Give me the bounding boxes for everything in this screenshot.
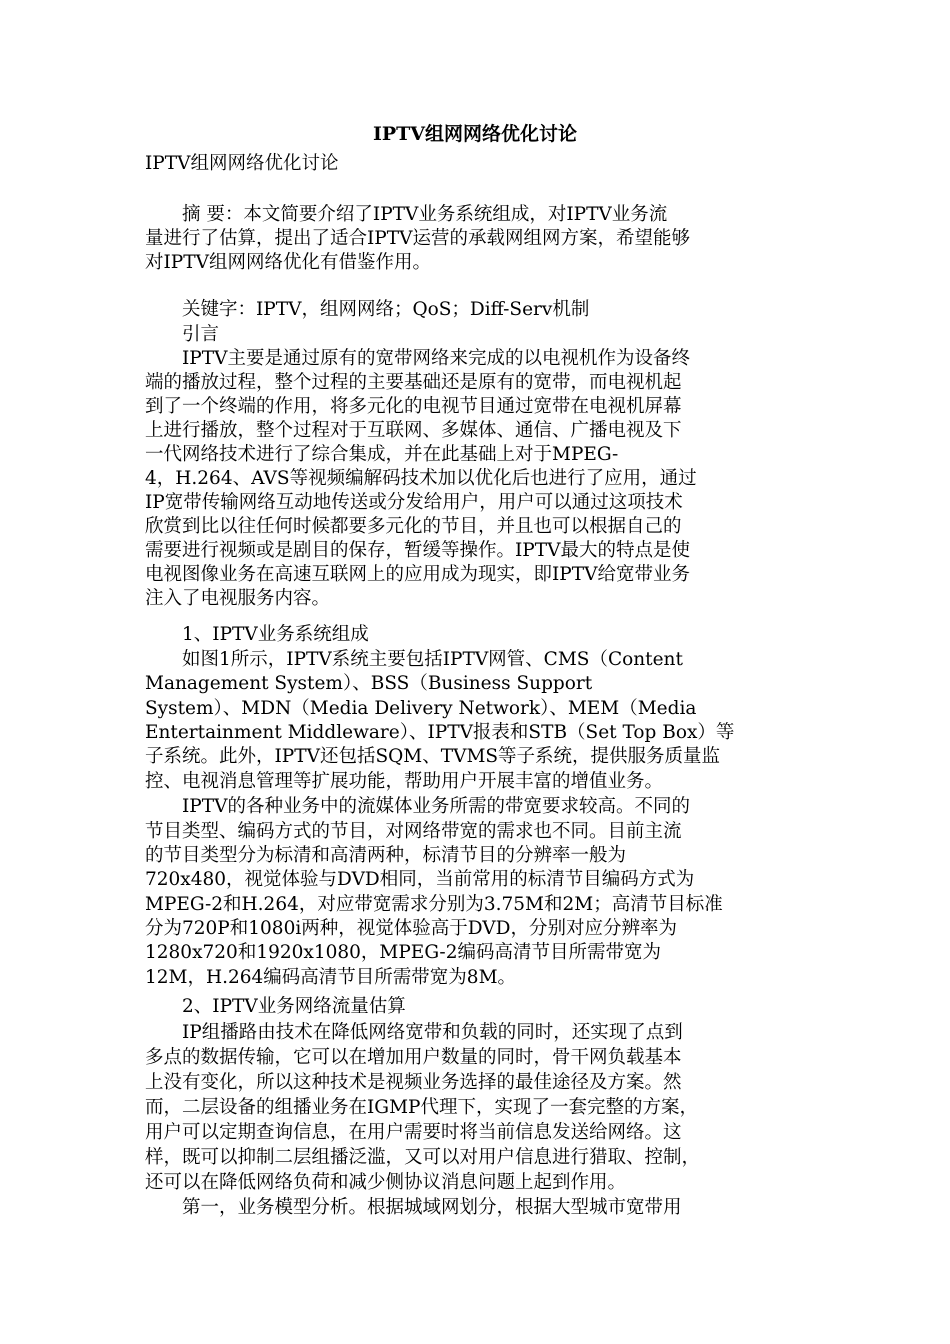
body-line: 关键字：IPTV，组网网络；QoS；Diff-Serv机制 [145, 299, 590, 320]
body-line: 对IPTV组网网络优化有借鉴作用。 [145, 252, 431, 273]
body-line: 注入了电视服务内容。 [145, 588, 331, 609]
body-line: 到了一个终端的作用，将多元化的电视节目通过宽带在电视机屏幕 [145, 396, 682, 417]
body-line: 多点的数据传输，它可以在增加用户数量的同时，骨干网负载基本 [145, 1047, 682, 1068]
body-line: IP宽带传输网络互动地传送或分发给用户，用户可以通过这项技术 [145, 492, 683, 513]
body-line: 引言 [145, 324, 220, 345]
body-line: IPTV主要是通过原有的宽带网络来完成的以电视机作为设备终 [145, 348, 690, 369]
body-line: 4，H.264、AVS等视频编解码技术加以优化后也进行了应用，通过 [145, 468, 697, 489]
body-line: 720x480，视觉体验与DVD相同，当前常用的标清节目编码方式为 [145, 869, 695, 890]
body-line: 而，二层设备的组播业务在IGMP代理下，实现了一套完整的方案， [145, 1097, 698, 1118]
body-line: 节目类型、编码方式的节目，对网络带宽的需求也不同。目前主流 [145, 821, 682, 842]
body-line: 电视图像业务在高速互联网上的应用成为现实，即IPTV给宽带业务 [145, 564, 690, 585]
body-line: 如图1所示，IPTV系统主要包括IPTV网管、CMS（Content [145, 649, 683, 670]
body-line: 需要进行视频或是剧目的保存，暂缓等操作。IPTV最大的特点是使 [145, 540, 690, 561]
subtitle-line: IPTV组网网络优化讨论 [145, 153, 339, 174]
body-line: System）、MDN（Media Delivery Network）、MEM（Media [145, 698, 697, 719]
document-title: IPTV组网网络优化讨论 [372, 123, 578, 145]
body-line: 一代网络技术进行了综合集成，并在此基础上对于MPEG- [145, 444, 619, 465]
body-line: 量进行了估算，提出了适合IPTV运营的承载网组网方案，希望能够 [145, 228, 690, 249]
body-line: 控、电视消息管理等扩展功能，帮助用户开展丰富的增值业务。 [145, 771, 664, 792]
body-line: 1、IPTV业务系统组成 [145, 624, 369, 645]
body-line: 还可以在降低网络负荷和减少侧协议消息问题上起到作用。 [145, 1172, 627, 1193]
body-line: 用户可以定期查询信息，在用户需要时将当前信息发送给网络。这 [145, 1122, 682, 1143]
body-line: MPEG-2和H.264，对应带宽需求分别为3.75M和2M；高清节目标准 [145, 894, 723, 915]
body-line: 12M，H.264编码高清节目所需带宽为8M。 [145, 967, 517, 988]
body-line: 2、IPTV业务网络流量估算 [145, 996, 406, 1017]
body-line: 样，既可以抑制二层组播泛滥，又可以对用户信息进行猎取、控制， [145, 1147, 701, 1168]
body-line: 子系统。此外，IPTV还包括SQM、TVMS等子系统，提供服务质量监 [145, 746, 721, 767]
body-line: 第一，业务模型分析。根据城域网划分，根据大型城市宽带用 [145, 1197, 682, 1218]
body-line: Management System）、BSS（Business Support [145, 673, 593, 694]
body-line: 摘 要：本文简要介绍了IPTV业务系统组成，对IPTV业务流 [145, 204, 668, 225]
body-line: 端的播放过程，整个过程的主要基础还是原有的宽带，而电视机起 [145, 372, 682, 393]
body-line: 上没有变化，所以这种技术是视频业务选择的最佳途径及方案。然 [145, 1072, 682, 1093]
body-line: 的节目类型分为标清和高清两种，标清节目的分辨率一般为 [145, 845, 627, 866]
body-line: 分为720P和1080i两种，视觉体验高于DVD，分别对应分辨率为 [145, 918, 677, 939]
body-line: 1280x720和1920x1080，MPEG-2编码高清节目所需带宽为 [145, 942, 661, 963]
body-line: IP组播路由技术在降低网络宽带和负载的同时，还实现了点到 [145, 1022, 683, 1043]
body-line: 上进行播放，整个过程对于互联网、多媒体、通信、广播电视及下 [145, 420, 682, 441]
body-line: IPTV的各种业务中的流媒体业务所需的带宽要求较高。不同的 [145, 796, 690, 817]
body-line: Entertainment Middleware）、IPTV报表和STB（Set Top Box）等 [145, 722, 735, 743]
body-line: 欣赏到比以往任何时候都要多元化的节目，并且也可以根据自己的 [145, 516, 682, 537]
